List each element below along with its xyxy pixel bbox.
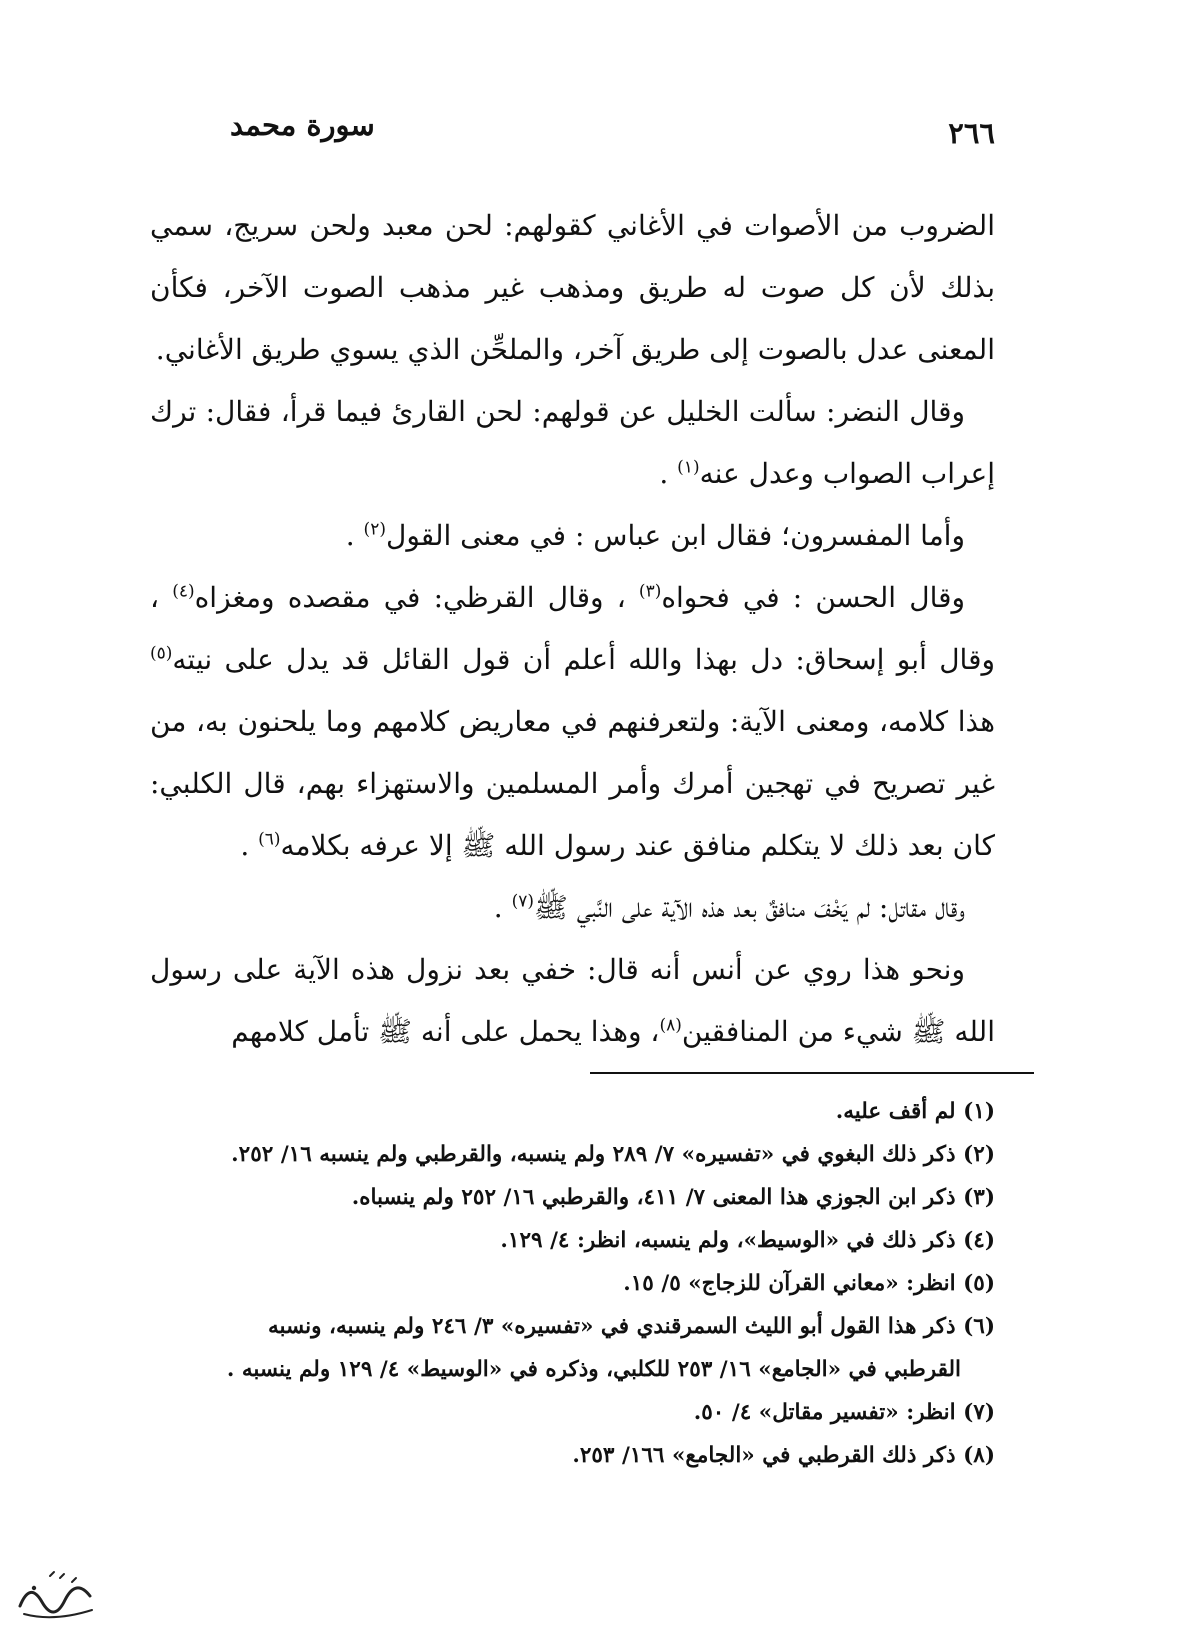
footnote-6: (٦) ذكر هذا القول أبو الليث السمرقندي في «تفسيره» ٣/ ٢٤٦ ولم ينسبه، ونسبه [267,1314,995,1339]
surah-title: سورة محمد [230,108,375,142]
footnote-ref-7: (٧) [511,891,534,912]
footnotes [150,1090,995,1477]
paragraph-3-end: . [345,519,364,552]
paragraph-5-text: وقال مقاتل: لم يَخْفَ منافقٌ بعد هذه الآية على النَّبي ﷺ [534,891,965,924]
paragraph-4 [150,567,995,877]
paragraph-4-part-b: ، وقال القرظي: في مقصده ومغزاه [194,581,639,614]
paragraph-6-part-a: ونحو هذا روي عن أنس أنه قال: خفي بعد نزول هذه الآية على رسول الله ﷺ شيء من المنافقين [150,953,995,1048]
footnote-1: (١) لم أقف عليه. [835,1099,995,1124]
paragraph-2-text: وقال النضر: سألت الخليل عن قولهم: لحن القارئ فيما قرأ، فقال: ترك إعراب الصواب وعدل عنه [150,395,995,490]
paragraph-2-end: . [659,457,678,490]
footnote-7: (٧) انظر: «تفسير مقاتل» ٤/ ٥٠. [693,1400,995,1425]
footnote-5: (٥) انظر: «معاني القرآن للزجاج» ٥/ ١٥. [623,1271,995,1296]
paragraph-3-text: وأما المفسرون؛ فقال ابن عباس : في معنى القول [385,519,965,552]
page-header [230,108,995,158]
paragraph-2 [150,381,995,505]
footnote-ref-8: (٨) [659,1015,682,1036]
publisher-logo-icon [10,1566,100,1626]
paragraph-6 [150,939,995,1063]
paragraph-4-part-d: هذا كلامه، ومعنى الآية: ولتعرفنهم في معاريض كلامهم وما يلحنون به، من غير تصريح في تهجين أمرك وأمر المسلمين والاستهزاء بهم، قال الكلبي: كان بعد ذلك لا يتكلم منافق عند رسول الله ﷺ إلا عرفه بكلامه [150,705,995,862]
footnote-4: (٤) ذكر ذلك في «الوسيط»، ولم ينسبه، انظر: ٤/ ١٢٩. [500,1228,995,1253]
paragraph-4-part-a: وقال الحسن : في فحواه [661,581,966,614]
page-number: ٢٦٦ [948,116,995,150]
paragraph-6-part-b: ، وهذا يحمل على أنه ﷺ تأمل كلامهم [231,1015,660,1048]
paragraph-4-end: . [240,829,259,862]
footnote-6-continuation: القرطبي في «الجامع» ١٦/ ٢٥٣ للكلبي، وذكره في «الوسيط» ٤/ ١٢٩ ولم ينسبه . [226,1357,961,1382]
footnote-ref-6: (٦) [258,829,281,850]
main-text [150,195,995,1063]
footnote-ref-1: (١) [677,457,700,478]
footnote-ref-4: (٤) [172,581,195,602]
footnote-8: (٨) ذكر ذلك القرطبي في «الجامع» ١٦٦/ ٢٥٣. [572,1443,995,1468]
paragraph-5-end: . [493,891,512,924]
paragraph-4-part-c: ، وقال أبو إسحاق: دل بهذا والله أعلم أن قول القائل قد يدل على نيته [150,581,995,676]
footnote-3: (٣) ذكر ابن الجوزي هذا المعنى ٧/ ٤١١، والقرطبي ١٦/ ٢٥٢ ولم ينسباه. [351,1185,995,1210]
paragraph-3 [150,505,995,567]
footnote-ref-3: (٣) [638,581,662,602]
footnote-ref-5: (٥) [150,643,173,664]
paragraph-5 [150,877,995,939]
footnote-2: (٢) ذكر ذلك البغوي في «تفسيره» ٧/ ٢٨٩ ولم ينسبه، والقرطبي ولم ينسبه ١٦/ ٢٥٢. [231,1142,995,1167]
footnote-ref-2: (٢) [363,519,386,540]
footnote-divider [590,1072,1034,1074]
paragraph-1: الضروب من الأصوات في الأغاني كقولهم: لحن معبد ولحن سريج، سمي بذلك لأن كل صوت له طريق ومذهب غير مذهب الصوت الآخر، فكأن المعنى عدل بالصوت إلى طريق آخر، والملحِّن الذي يسوي طريق الأغاني. [150,209,996,366]
